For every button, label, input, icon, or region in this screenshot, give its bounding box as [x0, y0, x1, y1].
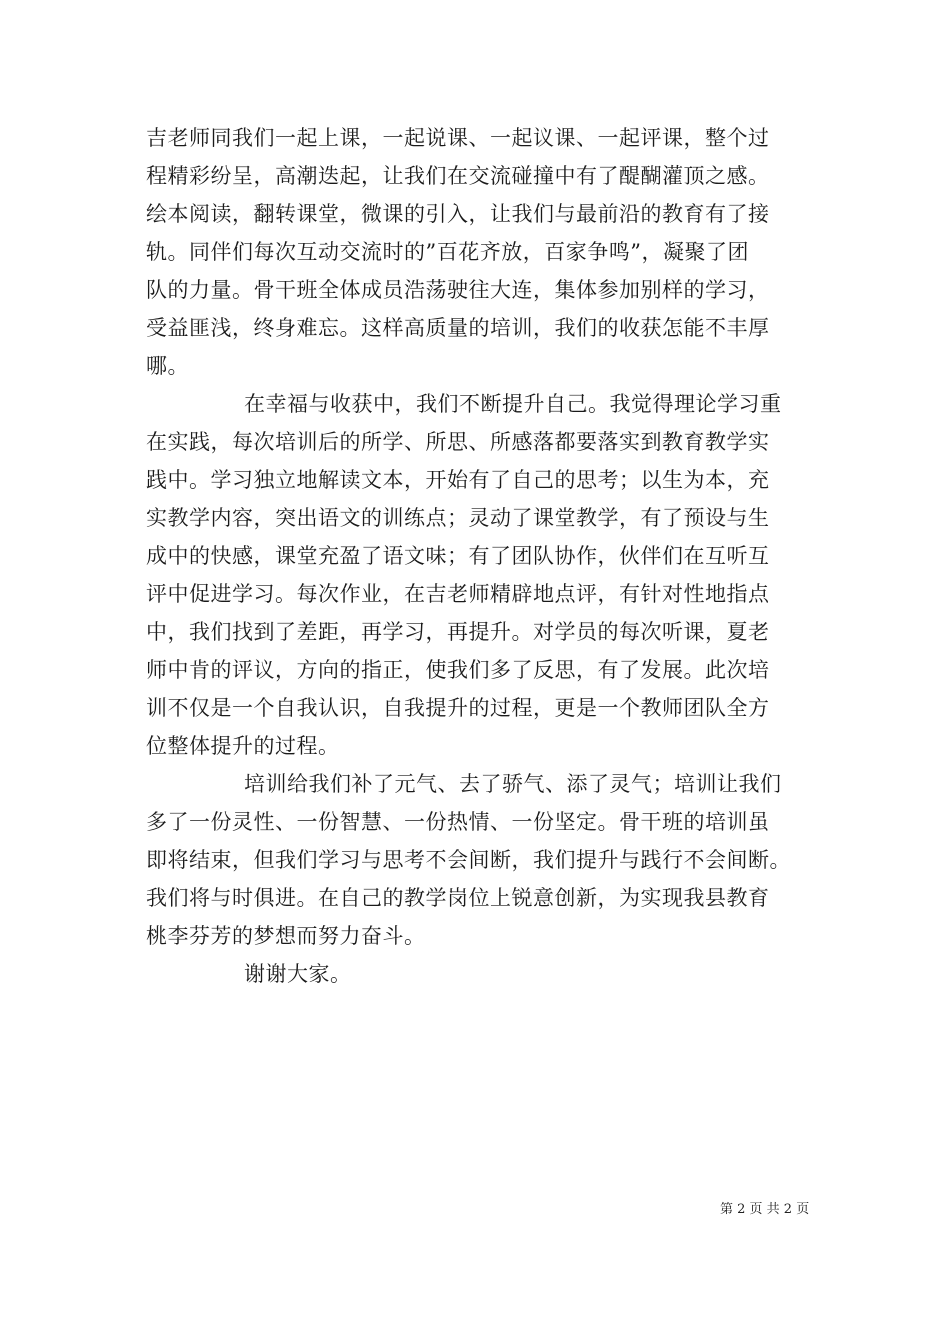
text-line: 践中。学习独立地解读文本，开始有了自己的思考；以生为本，充: [146, 468, 770, 492]
text-line: 中，我们找到了差距，再学习，再提升。对学员的每次听课，夏老: [146, 620, 770, 644]
body-text: [146, 119, 826, 993]
text-line: 吉老师同我们一起上课，一起说课、一起议课、一起评课，整个过: [146, 126, 770, 150]
closing-line: 谢谢大家。: [244, 962, 352, 986]
paragraph-start-line: 在幸福与收获中，我们不断提升自己。我觉得理论学习重: [244, 392, 782, 416]
text-line: 轨。同伴们每次互动交流时的”百花齐放，百家争鸣”，凝聚了团: [146, 240, 749, 264]
text-line: 训不仅是一个自我认识，自我提升的过程，更是一个教师团队全方: [146, 696, 770, 720]
text-line: 我们将与时俱进。在自己的教学岗位上锐意创新，为实现我县教育: [146, 886, 770, 910]
text-line: 评中促进学习。每次作业，在吉老师精辟地点评，有针对性地指点: [146, 582, 770, 606]
text-line: 桃李芬芳的梦想而努力奋斗。: [146, 924, 426, 948]
text-line: 队的力量。骨干班全体成员浩荡驶往大连，集体参加别样的学习，: [146, 278, 770, 302]
text-line: 位整体提升的过程。: [146, 734, 340, 758]
text-line: 在实践，每次培训后的所学、所思、所感落都要落实到教育教学实: [146, 430, 770, 454]
page-number: 第 2 页 共 2 页: [720, 1202, 810, 1217]
text-line: 多了一份灵性、一份智慧、一份热情、一份坚定。骨干班的培训虽: [146, 810, 770, 834]
text-line: 实教学内容，突出语文的训练点；灵动了课堂教学，有了预设与生: [146, 506, 770, 530]
text-line: 绘本阅读，翻转课堂，微课的引入，让我们与最前沿的教育有了接: [146, 202, 770, 226]
paragraph-start-line: 培训给我们补了元气、去了骄气、添了灵气；培训让我们: [244, 772, 782, 796]
text-line: 哪。: [146, 354, 189, 378]
text-line: 即将结束，但我们学习与思考不会间断，我们提升与践行不会间断。: [146, 848, 791, 872]
text-line: 师中肯的评议，方向的指正，使我们多了反思，有了发展。此次培: [146, 658, 770, 682]
text-line: 受益匪浅，终身难忘。这样高质量的培训，我们的收获怎能不丰厚: [146, 316, 770, 340]
text-line: 成中的快感，课堂充盈了语文味；有了团队协作，伙伴们在互听互: [146, 544, 770, 568]
text-line: 程精彩纷呈，高潮迭起，让我们在交流碰撞中有了醍醐灌顶之感。: [146, 164, 770, 188]
